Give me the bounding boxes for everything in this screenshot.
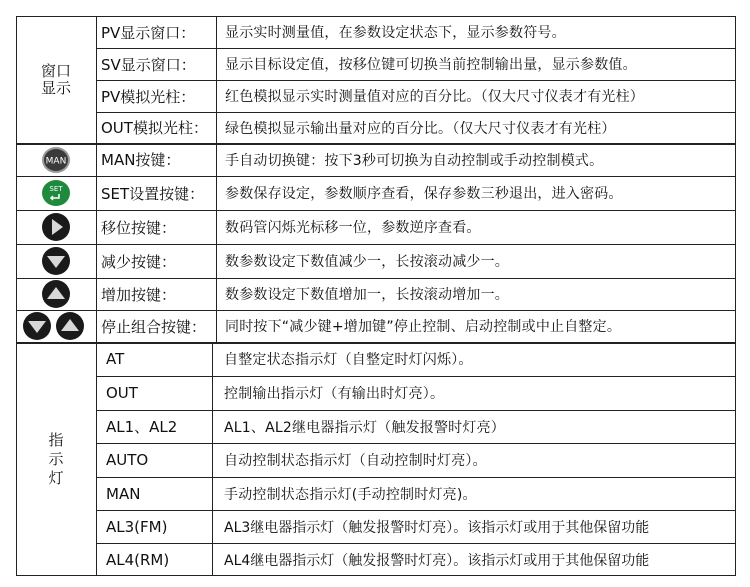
set-icon-face xyxy=(42,180,70,206)
key-row-desc: 数码管闪烁光标移一位，参数逆序查看。 xyxy=(225,220,481,236)
key-row-label: SET设置按键： xyxy=(101,184,205,203)
key-row-label: 移位按键： xyxy=(101,218,177,237)
window-row-desc: 显示实时测量值，在参数设定状态下，显示参数符号。 xyxy=(225,25,566,41)
up-button-icon xyxy=(16,278,96,310)
indicator-group-label: 指 示 灯 xyxy=(48,430,64,487)
key-row-label: 停止组合按键： xyxy=(101,317,207,336)
window-row-label: PV模拟光柱： xyxy=(101,87,196,106)
key-row-desc: 同时按下“减少键+增加键”停止控制、启动控制或中止自整定。 xyxy=(225,319,622,335)
indicator-row-label: AL1、AL2 xyxy=(106,418,178,436)
key-row-desc: 数参数设定下数值增加一，长按滚动增加一。 xyxy=(225,287,509,303)
indicator-row-label: AT xyxy=(106,350,125,368)
window-row-desc: 显示目标设定值，按移位键可切换当前控制输出量，显示参数值。 xyxy=(225,57,637,73)
indicator-row-desc: 手动控制状态指示灯(手动控制时灯亮)。 xyxy=(224,486,477,503)
indicator-row-desc: AL1、AL2继电器指示灯（触发报警时灯亮） xyxy=(224,419,505,436)
indicator-row-label: AL3(FM) xyxy=(106,517,168,536)
indicator-row-label: MAN xyxy=(106,484,141,503)
window-row-desc: 绿色模拟显示输出量对应的百分比。（仅大尺寸仪表才有光柱） xyxy=(225,120,616,137)
set-icon-text: SET xyxy=(49,185,63,193)
man-button-icon xyxy=(16,143,96,176)
down-button-icon xyxy=(16,244,96,278)
key-row-desc: 数参数设定下数值减少一，长按滚动减少一。 xyxy=(225,254,509,270)
man-icon-text: MAN xyxy=(45,156,67,166)
key-row-label: 增加按键： xyxy=(101,285,177,304)
indicator-row-label: AUTO xyxy=(106,451,149,469)
indicator-row-desc: 自动控制状态指示灯（自动控制时灯亮）。 xyxy=(224,453,487,469)
window-row-label: PV显示窗口： xyxy=(101,23,196,42)
indicator-row-label: AL4(RM) xyxy=(106,550,170,569)
key-row-label: 减少按键： xyxy=(101,252,177,271)
indicator-row-label: OUT xyxy=(106,384,138,402)
window-row-label: OUT模拟光柱： xyxy=(101,119,208,137)
key-row-desc: 参数保存设定，参数顺序查看，保存参数三秒退出，进入密码。 xyxy=(225,186,623,202)
key-row-desc: 手自动切换键：按下3秒可切换为自动控制或手动控制模式。 xyxy=(225,152,604,169)
indicator-row-desc: 自整定状态指示灯（自整定时灯闪烁）。 xyxy=(224,352,473,368)
window-row-label: SV显示窗口： xyxy=(101,55,196,74)
indicator-row-desc: AL4继电器指示灯（触发报警时灯亮）。该指示灯或用于其他保留功能 xyxy=(224,552,650,569)
indicator-row-desc: 控制输出指示灯（有输出时灯亮）。 xyxy=(224,386,445,402)
shift-button-icon xyxy=(16,210,96,244)
manual-table xyxy=(16,16,736,576)
indicator-row-desc: AL3继电器指示灯（触发报警时灯亮）。该指示灯或用于其他保留功能 xyxy=(224,519,650,536)
window-group-label: 窗口 显示 xyxy=(40,61,71,97)
stop-combo-icon xyxy=(16,310,96,342)
key-row-label: MAN按键： xyxy=(101,151,181,169)
set-button-icon xyxy=(16,176,96,210)
window-row-desc: 红色模拟显示实时测量值对应的百分比。（仅大尺寸仪表才有光柱） xyxy=(225,89,644,105)
